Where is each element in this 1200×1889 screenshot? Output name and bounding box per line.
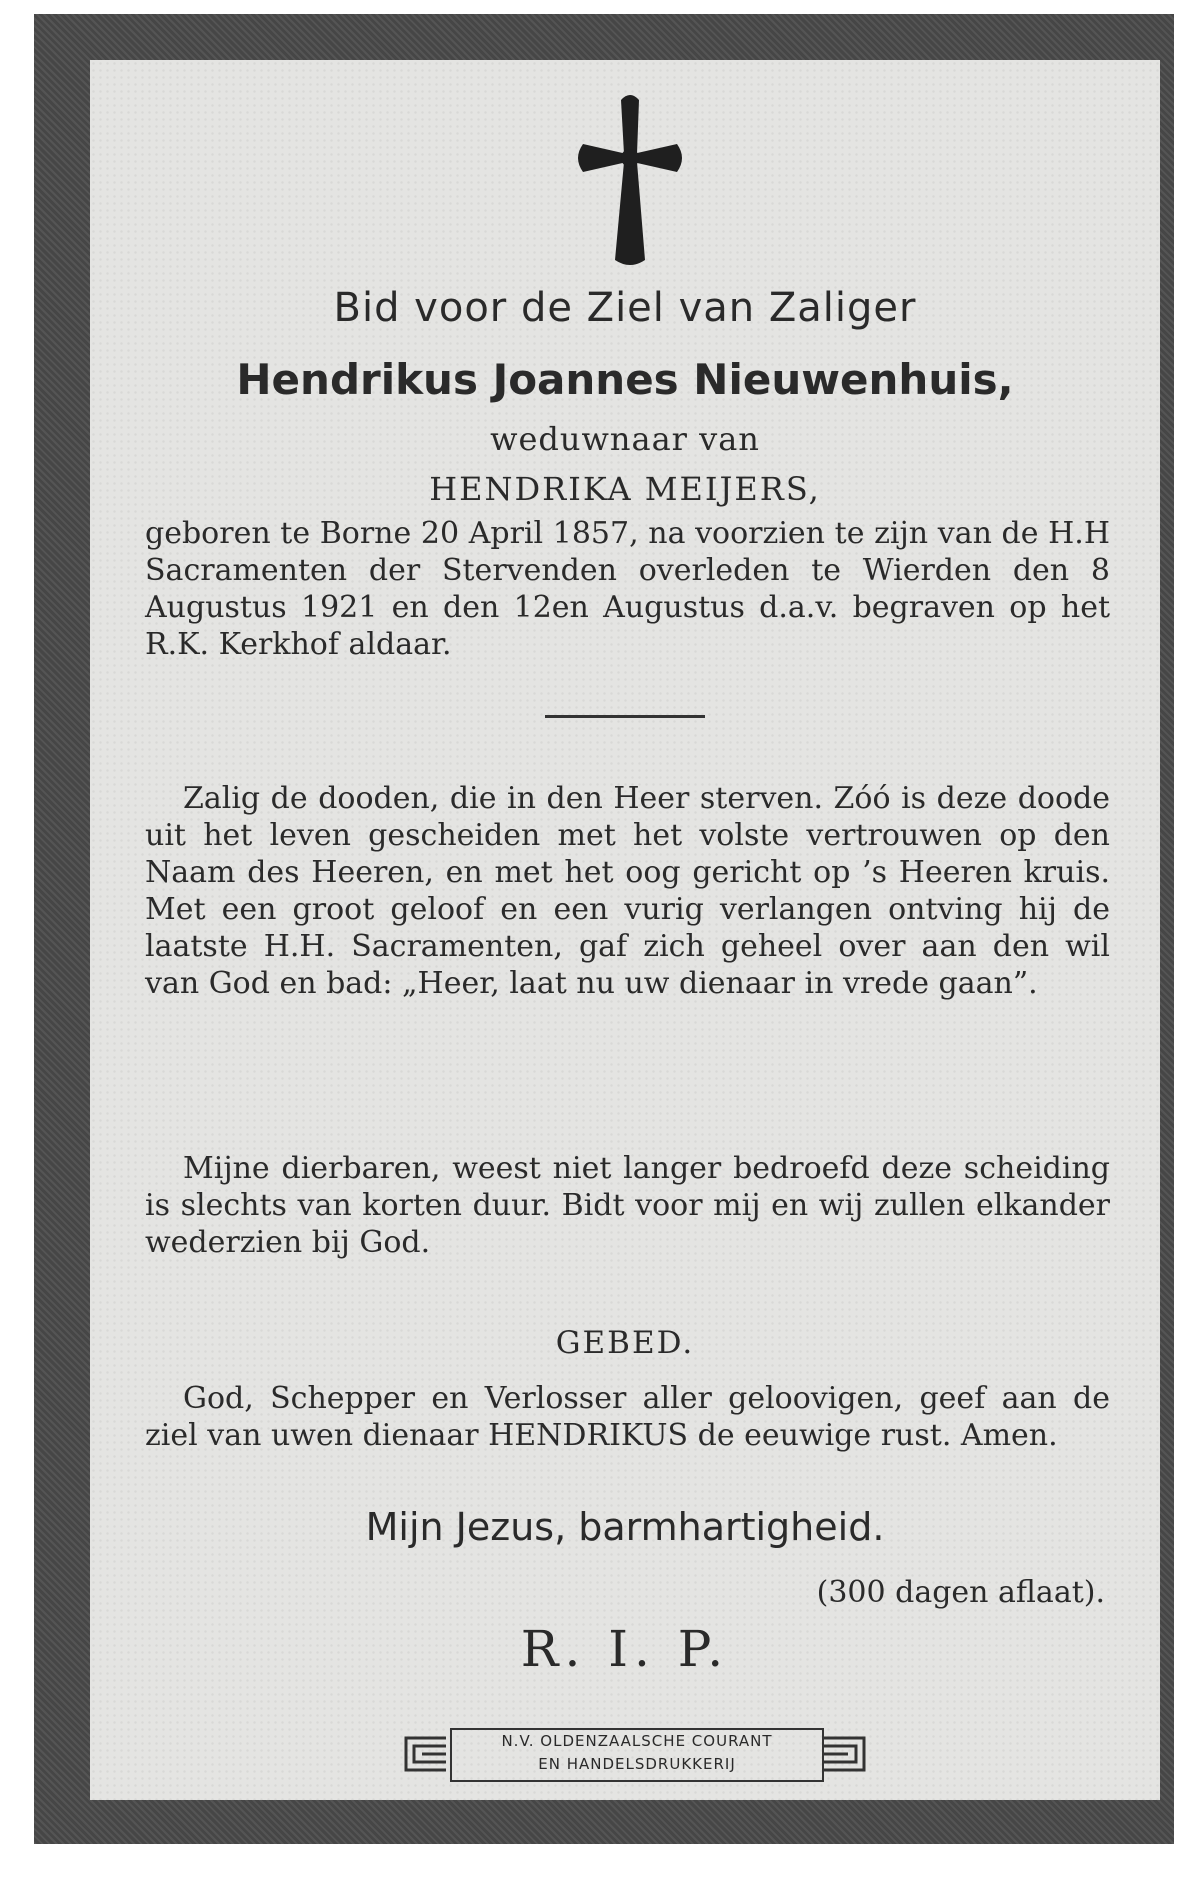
printer-box — [450, 1728, 824, 1782]
printer-imprint — [400, 1720, 870, 1788]
spouse-name: HENDRIKA MEIJERS, — [429, 470, 821, 508]
memorial-card — [90, 60, 1160, 1800]
card-heading: Bid voor de Ziel van Zaliger — [333, 285, 917, 331]
widower-of-label: weduwnaar van — [490, 420, 760, 458]
verse-paragraph: Zalig de dooden, die in den Heer sterven. Zóó is deze doode uit het leven gescheiden met het volste vertrouwen op den Naam des Heeren, en met het oog gericht op ’s Heeren kruis. Met een groot geloof en een vurig verlangen ontving hij de laatste H.H. Sacramenten, gaf zich geheel over aan den wil van God en bad: „Heer, laat nu uw dienaar in vrede gaan”. — [145, 781, 1110, 1001]
farewell-paragraph: Mijne dierbaren, weest niet langer bedroefd deze scheiding is slechts van korten duur. Bidt voor mij en wij zullen elkander wederzien bij God. — [145, 1151, 1110, 1260]
divider — [545, 715, 705, 718]
printer-line-1: N.V. OLDENZAALSCHE COURANT — [501, 1732, 773, 1750]
indulgence-note: (300 dagen aflaat). — [816, 1575, 1105, 1610]
biography-paragraph: geboren te Borne 20 April 1857, na voorzien te zijn van de H.H Sacramenten der Stervenden overleden te Wierden den 8 Augustus 1921 en den 12en Augustus d.a.v. begraven op het R.K. Kerkhof aldaar. — [145, 516, 1110, 662]
invocation: Mijn Jezus, barmhartigheid. — [365, 1505, 885, 1549]
printer-line-2: EN HANDELSDRUKKERIJ — [538, 1755, 736, 1773]
deceased-name: Hendrikus Joannes Nieuwenhuis, — [236, 355, 1014, 404]
prayer-title: GEBED. — [555, 1325, 695, 1361]
ornament-right-icon — [822, 1732, 870, 1776]
ornament-left-icon — [400, 1732, 448, 1776]
prayer-paragraph: God, Schepper en Verlosser aller geloovigen, geef aan de ziel van uwen dienaar HENDRIKUS de eeuwige rust. Amen. — [145, 1381, 1110, 1453]
rip-text: R. I. P. — [520, 1620, 730, 1678]
cross-pattee-icon — [575, 92, 685, 267]
